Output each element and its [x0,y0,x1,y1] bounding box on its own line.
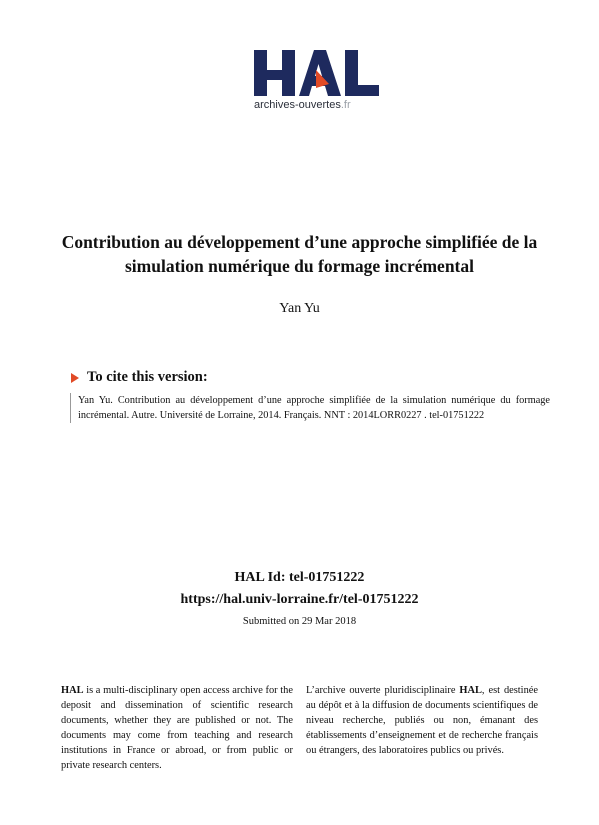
logo-letter-a [299,50,341,96]
logo-letter-l [345,50,379,96]
logo-subtitle [254,99,394,111]
hal-url-link[interactable]: https://hal.univ-lorraine.fr/tel-01751222 [180,592,419,607]
english-disclaimer-text: is a multi-disciplinary open access archive for the deposit and dissemination of scientific research documents, whether they are published or not. The documents may come from teaching and research institutions in France or abroad, or from public or private research centers. [61,685,293,771]
english-disclaimer [61,683,293,773]
hal-bold: HAL [61,685,84,696]
logo-subtitle-suffix: .fr [340,99,351,111]
cite-heading [71,369,208,386]
french-disclaimer [306,683,538,758]
logo-letter-h [254,50,295,96]
hal-id: HAL Id: tel-01751222 [234,570,365,585]
hal-bold-fr: HAL [459,685,482,696]
triangle-right-icon [71,373,79,383]
french-disclaimer-text: , est destinée au dépôt et à la diffusion de documents scientifiques de niveau recherche, publiés ou non, émanant des établissements d’enseignement et de recherche français ou étrangers, des laboratoires publics ou privés. [306,685,538,756]
cite-heading-text: To cite this version: [87,369,208,385]
document-title: Contribution au développement d’une approche simplifiée de la simulation numérique du formage incrémental [61,232,538,276]
citation-text: Yan Yu. Contribution au développement d’une approche simplifiée de la simulation numérique du formage incrémental. Autre. Université de Lorraine, 2014. Français. NNT : 2014LORR0227 . tel-01751222 [70,393,550,423]
author: Yan Yu [279,301,320,316]
submitted-date: Submitted on 29 Mar 2018 [242,616,357,627]
logo-subtitle-text: archives-ouvertes [254,99,341,111]
french-disclaimer-prefix: L’archive ouverte pluridisciplinaire [306,685,460,696]
